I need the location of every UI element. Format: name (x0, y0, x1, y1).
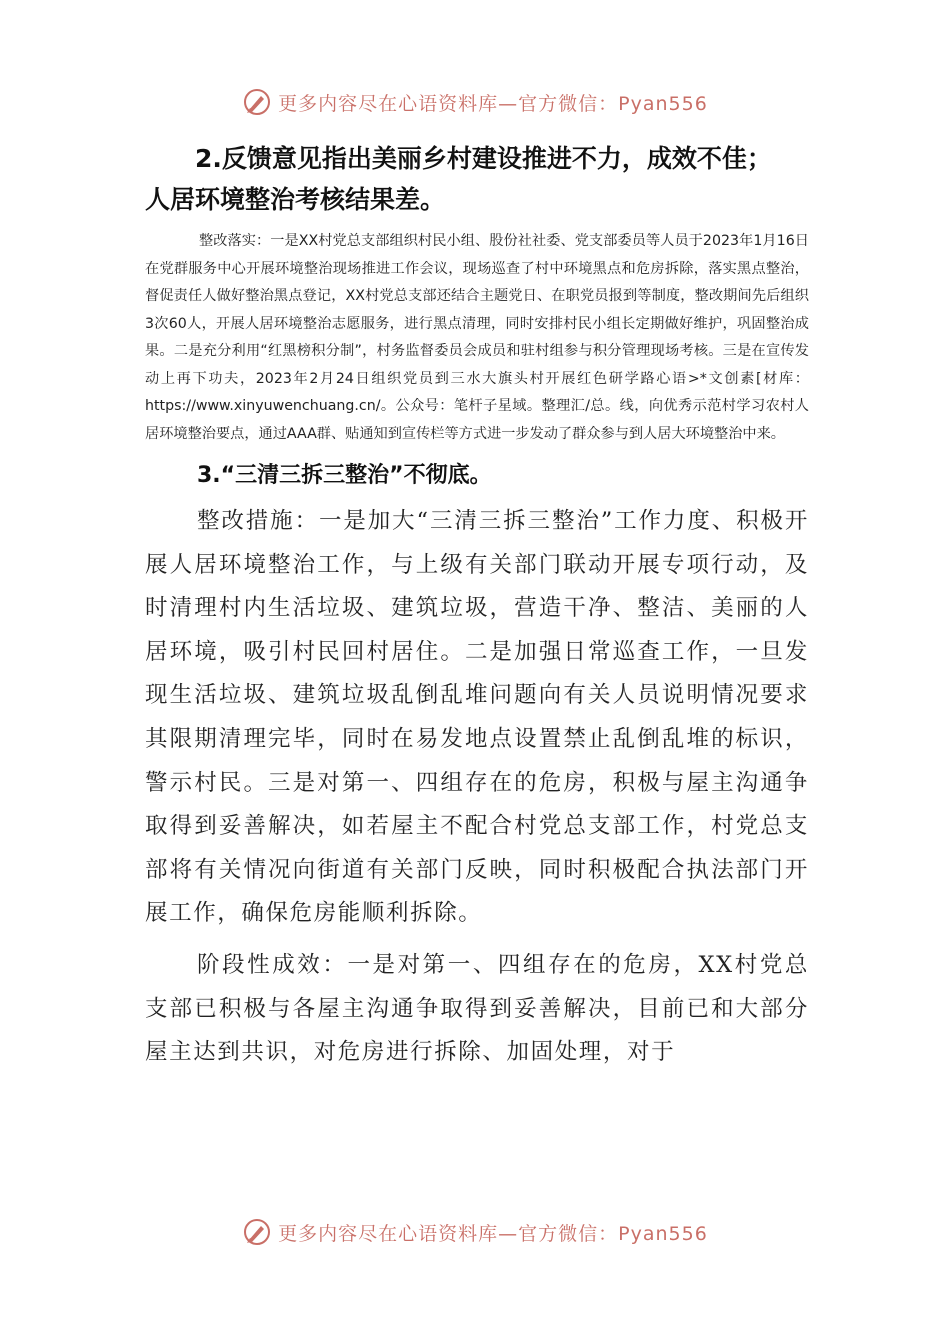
section3-measures-paragraph: 整改措施：一是加大“三清三拆三整治”工作力度、积极开展人居环境整治工作，与上级有关部门联动开展专项行动，及时清理村内生活垃圾、建筑垃圾，营造干净、整洁、美丽的人居环境，吸引村民回村居住。二是加强日常巡查工作，一旦发现生活垃圾、建筑垃圾乱倒乱堆问题向有关人员说明情况要求其限期清理完毕，同时在易发地点设置禁止乱倒乱堆的标识，警示村民。三是对第一、四组存在的危房，积极与屋主沟通争取得到妥善解决，如若屋主不配合村党总支部工作，村党总支部将有关情况向街道有关部门反映，同时积极配合执法部门开展工作，确保危房能顺利拆除。 (145, 508, 809, 927)
section2-heading (145, 138, 809, 179)
section2-heading-line1: 2.反馈意见指出美丽乡村建设推进不力，成效不佳； (195, 144, 772, 173)
document-body (145, 138, 809, 1075)
banner-text: 更多内容尽在心语资料库—官方微信：Pyan556 (278, 92, 708, 115)
pen-nib-logo-icon (242, 1217, 272, 1247)
section2-heading-line2: 人居环境整治考核结果差。 (145, 185, 446, 214)
pen-nib-logo-icon (242, 87, 272, 117)
footer-banner (0, 1212, 950, 1252)
section3-heading: 3.“三清三拆三整治”不彻底。 (197, 463, 492, 488)
banner-text: 更多内容尽在心语资料库—官方微信：Pyan556 (278, 1222, 708, 1245)
section2-rectification-paragraph: 整改落实：一是XX村党总支部组织村民小组、股份社社委、党支部委员等人员于2023年1月16日在党群服务中心开展环境整治现场推进工作会议，现场巡查了村中环境黑点和危房拆除，落实黑点整治，督促责任人做好整治黑点登记，XX村党总支部还结合主题党日、在职党员报到等制度，整改期间先后组织3次60人，开展人居环境整治志愿服务，进行黑点清理，同时安排村民小组长定期做好维护，巩固整治成果。二是充分利用“红黑榜积分制”，村务监督委员会成员和驻村组参与积分管理现场考核。三是在宣传发动上再下功夫，2023年2月24日组织党员到三水大旗头村开展红色研学路心语>*文创素[材库：https://www.xinyuwenchuang.cn/。公众号：笔杆子星域。整理汇/总。线，向优秀示范村学习农村人居环境整治要点，通过AAA群、贴通知到宣传栏等方式进一步发动了群众参与到人居大环境整治中来。 (145, 233, 809, 442)
header-banner (0, 82, 950, 122)
section3-results-paragraph: 阶段性成效：一是对第一、四组存在的危房，XX村党总支部已积极与各屋主沟通争取得到妥善解决，目前已和大部分屋主达到共识，对危房进行拆除、加固处理，对于 (145, 951, 809, 1066)
